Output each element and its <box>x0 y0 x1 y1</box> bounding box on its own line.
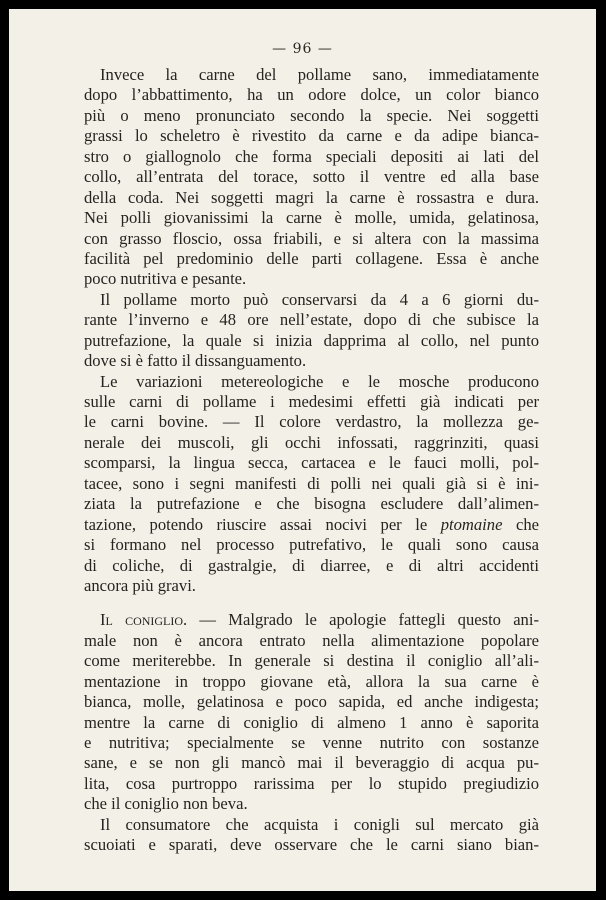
text-line: mentazione in troppo giovane età, allora la sua carne è <box>84 671 539 691</box>
italic-term-ptomaine: ptomaine <box>440 514 503 534</box>
text-line: rante l’inverno e 48 ore nell’estate, dopo di che subisce la <box>84 310 539 330</box>
text-line: grassi lo scheletro è rivestito da carne e da adipe bianca- <box>84 126 539 146</box>
text-run: che <box>502 514 539 534</box>
paragraph-variazioni <box>84 372 539 597</box>
text-line: Invece la carne del pollame sano, immediatamente <box>100 65 539 84</box>
text-line: lita, cosa purtroppo rarissima per lo stupido pregiudizio <box>84 773 539 793</box>
text-line: Il pollame morto può conservarsi da 4 a 6 giorni du- <box>100 289 539 309</box>
text-run: — Malgrado le apologie fattegli questo ani- <box>187 610 539 630</box>
text-line: scomparsi, la lingua secca, cartacea e le fauci molli, pol- <box>84 453 539 473</box>
text-line: sane, e se non gli mancò mai il beveraggio di acqua pu- <box>84 753 539 773</box>
section-heading-coniglio: Il coniglio. <box>100 610 188 630</box>
text-line: della coda. Nei soggetti magri la carne è rossastra e dura. <box>84 187 539 207</box>
text-line: Il consumatore che acquista i conigli sul mercato già <box>100 814 539 834</box>
text-line: ancora più gravi. <box>84 575 196 595</box>
book-page <box>9 9 596 891</box>
paragraph-pollame-sano <box>84 65 539 290</box>
text-line: le carni bovine. — Il colore verdastro, la mollezza ge- <box>84 412 539 432</box>
text-line: dopo l’abbattimento, ha un odore dolce, un color bianco <box>84 85 539 105</box>
text-line: dove si è fatto il dissanguamento. <box>84 351 307 371</box>
text-line: male non è ancora entrato nella alimentazione popolare <box>84 630 539 650</box>
section-gap <box>84 596 539 610</box>
text-line: più o meno pronunciato secondo la specie. Nei soggetti <box>84 105 539 125</box>
text-line-with-heading <box>84 610 539 630</box>
text-line: ziata la putrefazione e che bisogna escludere dall’alimen- <box>84 494 539 514</box>
text-line: scuoiati e sparati, deve osservare che le carni siano bian- <box>84 835 539 855</box>
text-line: sulle carni di pollame i medesimi effetti già indicati per <box>84 392 539 411</box>
text-line: Le variazioni metereologiche e le mosche producono <box>100 371 539 391</box>
text-line: che il coniglio non beva. <box>84 794 248 814</box>
text-run: tazione, potendo riuscire assai nocivi per le <box>84 514 441 534</box>
text-line: e nutritiva; specialmente se venne nutrito con sostanze <box>84 733 539 752</box>
text-line: putrefazione, la quale si inizia dapprima al collo, nel punto <box>84 330 539 350</box>
page-text <box>84 65 539 856</box>
text-line: si formano nel processo putrefativo, le quali sono causa <box>84 535 539 555</box>
text-line: mentre la carne di coniglio di almeno 1 anno è saporita <box>84 712 539 732</box>
page-number: — 96 — <box>272 41 333 57</box>
text-line: come meriterebbe. In generale si destina il coniglio all’ali- <box>84 651 539 671</box>
text-line: tacee, sono i segni manifesti di polli nei quali già si è ini- <box>84 473 539 493</box>
text-line: nerale dei muscoli, gli occhi infossati, raggrinziti, quasi <box>84 432 539 452</box>
text-line: bianca, molle, gelatinosa e poco sapida, ed anche indigesta; <box>84 692 539 712</box>
text-line: Nei polli giovanissimi la carne è molle, umida, gelatinosa, <box>84 208 539 228</box>
paragraph-consumatore <box>84 815 539 856</box>
paragraph-pollame-morto <box>84 290 539 372</box>
text-line: facilità pel predominio delle parti collagene. Essa è anche <box>84 248 539 268</box>
text-line: con grasso floscio, ossa friabili, e si altera con la massima <box>84 228 539 248</box>
text-line: poco nutritiva e pesante. <box>84 269 247 289</box>
paragraph-coniglio <box>84 610 539 814</box>
text-line: collo, all’entrata del torace, sotto il ventre ed alla base <box>84 167 539 187</box>
text-line: di coliche, di gastralgie, di diarree, e di altri accidenti <box>84 555 539 575</box>
text-line-with-italic <box>84 515 539 535</box>
text-line: stro o giallognolo che forma speciali depositi ai lati del <box>84 146 539 166</box>
